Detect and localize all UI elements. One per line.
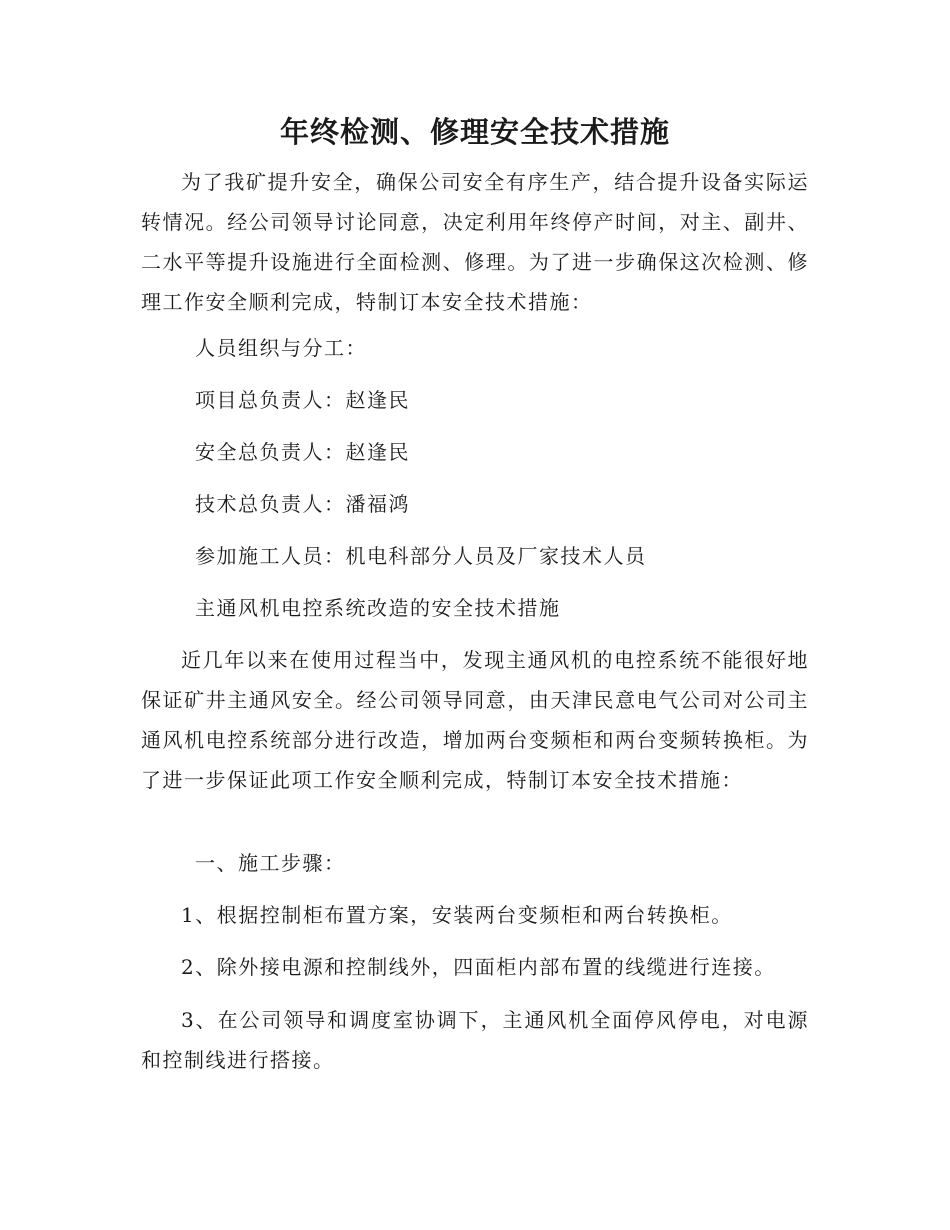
- construction-staff: 参加施工人员：机电科部分人员及厂家技术人员: [195, 544, 647, 568]
- section-paragraph: 近几年以来在使用过程当中，发现主通风机的电控系统不能很好地保证矿井主通风安全。经公司领导同意，由天津民意电气公司对公司主通风机电控系统部分进行改造，增加两台变频柜和两台变频转换柜。为了进一步保证此项工作安全顺利完成，特制订本安全技术措施：: [141, 648, 809, 792]
- personnel-heading: 人员组织与分工：: [195, 336, 367, 360]
- intro-paragraph: 为了我矿提升安全，确保公司安全有序生产，结合提升设备实际运转情况。经公司领导讨论同意，决定利用年终停产时间，对主、副井、二水平等提升设施进行全面检测、修理。为了进一步确保这次检测、修理工作安全顺利完成，特制订本安全技术措施：: [141, 170, 809, 314]
- document-title: 年终检测、修理安全技术措施: [279, 115, 670, 149]
- project-lead: 项目总负责人：赵逢民: [195, 388, 410, 412]
- steps-heading: 一、施工步骤：: [195, 851, 346, 875]
- step-1: 1、根据控制柜布置方案，安装两台变频柜和两台转换柜。: [181, 903, 733, 927]
- step-2: 2、除外接电源和控制线外，四面柜内部布置的线缆进行连接。: [181, 955, 776, 979]
- tech-lead: 技术总负责人：潘福鸿: [195, 492, 410, 516]
- section-title: 主通风机电控系统改造的安全技术措施: [195, 596, 561, 620]
- safety-lead: 安全总负责人：赵逢民: [195, 440, 410, 464]
- step-3: 3、在公司领导和调度室协调下，主通风机全面停风停电，对电源和控制线进行搭接。: [141, 1008, 809, 1072]
